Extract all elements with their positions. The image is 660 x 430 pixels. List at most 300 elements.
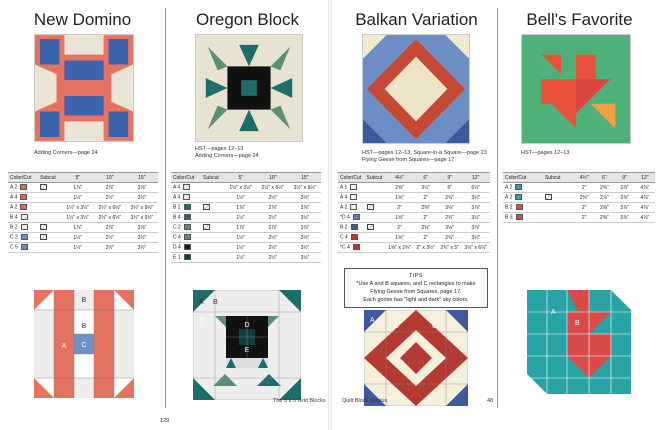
running-head: The 5 x 5 Grid Blocks [273,398,326,404]
block-balkan [334,0,499,410]
table-row [338,213,490,223]
subcut-cell [201,193,225,203]
size-cell: 2¾" [438,213,462,223]
size-cell: 3⅞" [615,183,635,193]
size-cell: 2" [414,213,438,223]
fabric-swatch [184,254,191,260]
size-cell: 2½" [94,193,126,203]
table-header: Color/Cut [503,173,543,183]
size-cell: 1½" [62,243,94,253]
size-cell: 3⅛" [438,203,462,213]
subcut-cell [201,243,225,253]
table-header: 5" [225,173,257,183]
size-cell: 2⅜" [594,203,614,213]
color-cut-cell [8,233,38,243]
diagram-label: A [61,343,67,350]
color-cut-cell [338,213,365,223]
size-cell: 2" [574,183,594,193]
tips-line: *Use A and B squares, and C rectangles to make [356,281,476,287]
diagonal-cut-icon [40,184,47,190]
table-header: 4½" [574,173,594,183]
size-cell: 2⅜" [385,183,413,193]
subcut-cell [38,193,62,203]
diagonal-cut-icon [203,224,210,230]
subcut-cell [201,223,225,233]
size-cell: 2½" [257,193,289,203]
size-cell: 3½" [126,243,158,253]
fabric-swatch [183,194,190,200]
fabric-swatch [184,224,191,230]
size-cell: 2⅞" [94,183,126,193]
color-cut-cell [338,203,365,213]
table-header-row [503,173,655,183]
table-row [8,243,158,253]
fabric-swatch [516,214,523,220]
color-code: A 2 [505,184,513,191]
table-row [338,203,490,213]
table-row [8,213,158,223]
size-cell: 1½" [225,253,257,263]
block-title: Oregon Block [196,10,299,29]
table-header-row [8,173,158,183]
size-cell: 3⅞" [289,203,321,213]
color-code: B 3 [505,214,513,221]
size-cell: 2" [414,233,438,243]
size-cell: 3½" [126,193,158,203]
subcut-cell [201,203,225,213]
size-cell: 5" [438,183,462,193]
color-code: B 4 [173,214,181,221]
size-cell: 2½" [94,243,126,253]
oregon-photo [195,34,303,142]
fabric-swatch [183,184,190,190]
page-number: 48 [487,398,494,404]
color-cut-cell [171,213,201,223]
size-cell: 3⅞" [615,193,635,203]
table-row [503,183,655,193]
block-new-domino [0,0,165,410]
size-cell: 3⅛" [438,223,462,233]
table-row [503,213,655,223]
fabric-swatch [21,244,28,250]
fabric-swatch [351,234,358,240]
table-row [8,183,158,193]
subcut-cell [365,213,386,223]
size-cell: 2½" [257,233,289,243]
color-cut-cell [8,243,38,253]
block-oregon [165,0,330,410]
color-cut-cell [8,213,38,223]
subcut-cell [38,243,62,253]
color-code: *D 4 [340,214,350,221]
color-code: B 4 [10,214,18,221]
color-code: *C 4 [340,244,350,251]
size-cell: 1⅝" [385,193,413,203]
color-cut-cell [171,183,201,193]
table-header: 5" [62,173,94,183]
color-code: B 2 [505,204,513,211]
fabric-swatch [21,234,28,240]
color-code: A 2 [340,204,348,211]
color-code: B 2 [10,224,18,231]
color-cut-cell [8,203,38,213]
size-cell: 1⅝" [385,233,413,243]
size-cell: 2¾" [438,233,462,243]
fabric-swatch [353,214,360,220]
table-header: Subcut [38,173,62,183]
size-cell: 3½" x 9½" [289,183,321,193]
size-cell: 3½" [289,213,321,223]
color-code: A 2 [505,194,513,201]
table-row [8,193,158,203]
fabric-swatch [21,214,28,220]
diagram-label: E [244,347,250,354]
fabric-swatch [350,184,357,190]
size-cell: 2" [385,203,413,213]
color-cut-cell [503,193,543,203]
color-cut-cell [171,223,201,233]
size-cell: 1½" [225,233,257,243]
fabric-swatch [516,204,523,210]
table-row [171,253,321,263]
color-code: A 4 [340,194,348,201]
photo-caption: Adding Corners—page 24 [195,153,259,159]
tips-heading: TIPS [408,273,424,279]
subcut-cell [365,223,386,233]
color-cut-cell [171,233,201,243]
size-cell: 6½" [462,183,490,193]
color-code: A 4 [173,184,181,191]
size-cell: 4⅞" [635,193,655,203]
photo-caption: HST—pages 12–13; Square-in-a Square—page 23 [362,150,487,156]
size-cell: 1½" [225,193,257,203]
size-cell: 3½" [289,233,321,243]
size-cell: 3½" x 9½" [126,213,158,223]
table-header: 10" [94,173,126,183]
fabric-swatch [20,184,27,190]
subcut-cell [543,203,574,213]
size-cell: 3½" [126,233,158,243]
tips-box [344,268,488,308]
color-code: C 4 [173,234,181,241]
table-row [8,203,158,213]
color-code: C 4 [340,234,348,241]
size-cell: 2" x 3½" [414,243,438,253]
subcut-cell [38,223,62,233]
color-code: E 1 [173,254,181,261]
color-code: B 2 [340,224,348,231]
size-cell: 3⅞" [289,223,321,233]
size-cell: 2⅜" [414,203,438,213]
size-cell: 1⅞" [225,223,257,233]
color-code: C 5 [10,244,18,251]
size-cell: 2" [574,203,594,213]
table-header: 12" [635,173,655,183]
subcut-cell [365,183,386,193]
table-row [338,193,490,203]
table-row [171,243,321,253]
subcut-cell [38,203,62,213]
diagonal-cut-icon [203,204,210,210]
size-cell: 3½" [462,193,490,203]
block-title: Balkan Variation [355,10,478,29]
size-cell: 3⅞" [615,203,635,213]
block-title: Bell's Favorite [526,10,633,29]
size-cell: 3⅞" [615,213,635,223]
diagonal-cut-icon [367,224,374,230]
size-cell: 2⅞" [257,203,289,213]
color-cut-cell [503,213,543,223]
running-head: Quilt Block Genius [342,398,388,404]
fabric-swatch [350,194,357,200]
size-cell: 2½" [257,213,289,223]
size-cell: 1⅝" [385,213,413,223]
fabric-swatch [184,214,191,220]
oregon-diagram [193,290,301,400]
table-header: 9" [438,173,462,183]
table-row [338,183,490,193]
subcut-cell [365,233,386,243]
tips-line: Flying Geese from Squares, page 17. [370,289,462,295]
diagram-label: C [199,318,205,325]
size-cell: 1⅞" [62,183,94,193]
table-header: Subcut [365,173,386,183]
size-cell: 2¾" [438,193,462,203]
table-row [171,203,321,213]
fabric-swatch [21,224,28,230]
diagram-label: A [551,309,556,316]
subcut-cell [543,193,574,203]
fabric-swatch [350,204,357,210]
diagram-label: B [575,320,580,327]
bells-favorite-diagram [527,290,631,394]
diagram-label: C [81,342,87,349]
diagonal-cut-icon [40,234,47,240]
fabric-swatch [353,244,360,250]
size-cell: 3½" [462,213,490,223]
size-cell: 1⅝" x 2¾" [385,243,413,253]
size-cell: 2½" [257,253,289,263]
diagonal-cut-icon [367,204,374,210]
table-header: 12" [462,173,490,183]
size-cell: 3⅞" [126,223,158,233]
fabric-swatch [515,184,522,190]
color-cut-cell [8,183,38,193]
size-cell: 2⅞" [594,193,614,203]
size-cell: 2⅜" [574,193,594,203]
table-row [338,243,490,253]
color-code: A 4 [10,194,18,201]
subcut-cell [543,213,574,223]
size-cell: 2⅜" [594,183,614,193]
size-cell: 4⅞" [635,213,655,223]
table-header: Color/Cut [8,173,38,183]
color-code: A 2 [10,204,18,211]
size-cell: 1½" x 3½" [62,213,94,223]
size-cell: 2⅞" [94,223,126,233]
block-title: New Domino [33,10,132,29]
diagram-label: B [394,323,399,330]
size-cell: 3½" [462,233,490,243]
size-cell: 3½" [414,183,438,193]
new-domino-diagram [34,290,134,398]
size-cell: 2½" [94,233,126,243]
size-cell: 2⅜" [594,213,614,223]
table-row [338,233,490,243]
table-row [503,203,655,213]
table-row [171,193,321,203]
size-cell: 3½" x 6½" [462,243,490,253]
color-cut-cell [171,253,201,263]
diagonal-cut-icon [545,194,552,200]
size-cell: 3⅞" [462,203,490,213]
table-row [171,223,321,233]
size-cell: 1½" x 3½" [225,183,257,193]
size-cell: 2⅞" [257,223,289,233]
size-cell: 2" [385,223,413,233]
balkan-photo [362,34,470,144]
size-cell: 3½" [289,193,321,203]
subcut-cell [365,243,386,253]
size-cell: 2¾" x 5" [438,243,462,253]
size-cell: 3½" [289,243,321,253]
color-code: D 4 [173,244,181,251]
subcut-cell [38,213,62,223]
color-cut-cell [503,183,543,193]
table-header: 15" [289,173,321,183]
table-row [171,183,321,193]
color-code: C 2 [10,234,18,241]
cutting-table [171,172,321,263]
table-header-row [338,173,490,183]
size-cell: 1½" [225,213,257,223]
diagram-label: D [244,322,250,329]
page-number: 129 [160,418,170,424]
table-row [338,223,490,233]
color-cut-cell [338,223,365,233]
fabric-swatch [184,234,191,240]
fabric-swatch [351,224,358,230]
color-cut-cell [171,203,201,213]
size-cell: 1½" x 3½" [62,203,94,213]
size-cell: 3⅞" [462,223,490,233]
subcut-cell [201,183,225,193]
color-cut-cell [8,193,38,203]
size-cell: 4⅞" [635,183,655,193]
table-header: Subcut [201,173,225,183]
color-cut-cell [338,193,365,203]
color-cut-cell [338,243,365,253]
fabric-swatch [515,194,522,200]
cutting-table [8,172,158,253]
table-header: 6" [594,173,614,183]
color-code: C 2 [173,224,181,231]
size-cell: 2⅜" [414,223,438,233]
color-code: A 1 [340,184,348,191]
diagram-label: B [81,297,87,304]
fabric-swatch [20,194,27,200]
table-header: 6" [414,173,438,183]
table-header: Color/Cut [338,173,365,183]
subcut-cell [201,253,225,263]
size-cell: 2" [414,193,438,203]
tips-line: Each goose has "light and dark" sky colors. [363,297,469,303]
subcut-cell [365,203,386,213]
color-cut-cell [171,193,201,203]
subcut-cell [38,233,62,243]
fabric-swatch [184,244,191,250]
size-cell: 1½" [225,243,257,253]
subcut-cell [365,193,386,203]
table-row [171,233,321,243]
subcut-cell [543,183,574,193]
table-header: Subcut [543,173,574,183]
new-domino-photo [34,34,134,142]
cutting-table [503,172,655,223]
size-cell: 3½" [289,253,321,263]
size-cell: 1½" [62,193,94,203]
table-header: Color/Cut [171,173,201,183]
fabric-swatch [20,204,27,210]
diagram-label: B [81,323,87,330]
size-cell: 2½" x 6½" [94,213,126,223]
size-cell: 2½" x 6½" [257,183,289,193]
subcut-cell [201,233,225,243]
color-code: B 2 [173,204,181,211]
table-header-row [171,173,321,183]
diagram-label: B [213,299,218,306]
size-cell: 1⅞" [62,223,94,233]
size-cell: 3½" x 9½" [126,203,158,213]
size-cell: 1⅞" [225,203,257,213]
table-header: 15" [126,173,158,183]
photo-caption: HST—pages 12–13 [195,146,244,152]
color-cut-cell [338,233,365,243]
photo-caption: HST—pages 12–13 [521,150,570,156]
photo-caption: Adding Corners—page 24 [34,150,98,156]
subcut-cell [201,213,225,223]
subcut-cell [38,183,62,193]
color-cut-cell [338,183,365,193]
table-row [8,223,158,233]
color-cut-cell [503,203,543,213]
size-cell: 4⅞" [635,203,655,213]
size-cell: 3⅞" [126,183,158,193]
balkan-diagram [364,310,468,406]
block-bells-favorite [487,0,660,410]
table-row [8,233,158,243]
table-header: 9" [615,173,635,183]
color-cut-cell [8,223,38,233]
table-header: 10" [257,173,289,183]
table-row [503,193,655,203]
diagonal-cut-icon [40,224,47,230]
size-cell: 2" [574,213,594,223]
bells-favorite-photo [521,34,631,144]
photo-caption: Flying Geese from Squares—page 17 [362,157,455,163]
diagram-label: A [199,299,204,306]
fabric-swatch [184,204,191,210]
diagram-label: A [370,317,375,324]
color-code: A 2 [10,184,18,191]
table-row [171,213,321,223]
table-header: 4½" [385,173,413,183]
cutting-table [338,172,490,253]
size-cell: 2½" [257,243,289,253]
color-cut-cell [171,243,201,253]
diagram-label: C [432,323,438,330]
size-cell: 1½" [62,233,94,243]
